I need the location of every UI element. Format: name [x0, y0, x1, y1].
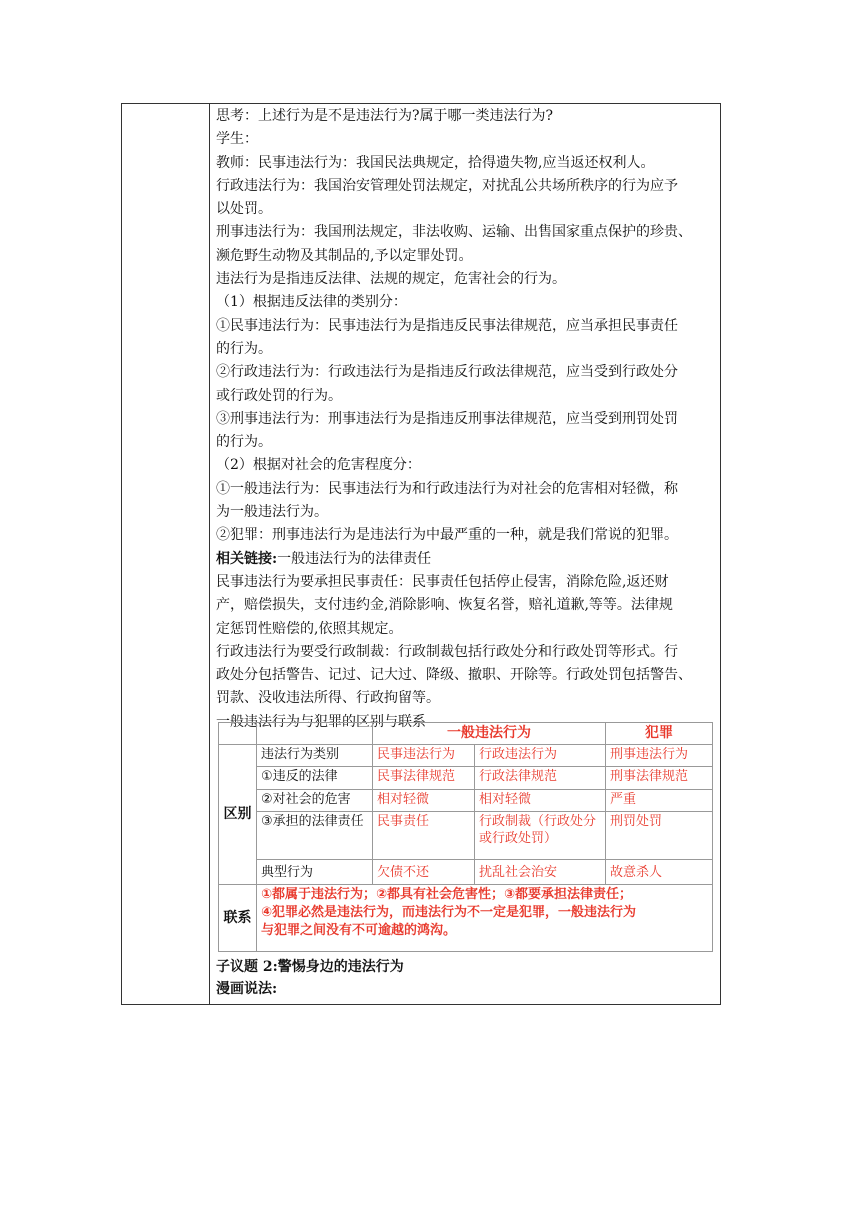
related-link-title: 一般违法行为的法律责任 — [277, 550, 432, 567]
paragraph: 或行政处罚的行为。 — [216, 387, 342, 404]
paragraph: 的行为。 — [216, 340, 272, 357]
cell-crime: 严重 — [606, 789, 713, 811]
cell-crime: 刑事法律规范 — [606, 767, 713, 789]
comparison-table — [218, 722, 713, 952]
table-row — [219, 811, 713, 859]
paragraph: ②犯罪：刑事违法行为是违法行为中最严重的一种，就是我们常说的犯罪。 — [216, 527, 678, 544]
paragraph: ①一般违法行为：民事违法行为和行政违法行为对社会的危害相对轻微，称 — [216, 480, 678, 497]
table-row — [219, 860, 713, 885]
row-label: ②对社会的危害 — [257, 789, 373, 811]
paragraph: 行政违法行为要受行政制裁：行政制裁包括行政处分和行政处罚等形式。行 — [216, 643, 678, 660]
cell-admin: 行政制裁（行政处分或行政处罚） — [475, 811, 606, 859]
paragraph: 濒危野生动物及其制品的,予以定罪处罚。 — [216, 247, 473, 264]
header-empty — [219, 723, 257, 745]
paragraph: 定惩罚性赔偿的,依照其规定。 — [216, 620, 403, 637]
paragraph: 行政违法行为：我国治安管理处罚法规定，对扰乱公共场所秩序的行为应予 — [216, 177, 678, 194]
header-general-violation: 一般违法行为 — [373, 723, 606, 745]
cell-civil: 欠债不还 — [373, 860, 475, 885]
link-text: ①都属于违法行为；②都具有社会危害性；③都要承担法律责任； ④犯罪必然是违法行为，而违法行为不一定是犯罪，一般违法行为 与犯罪之间没有不可逾越的鸿沟。 — [257, 885, 713, 952]
comic-label: 漫画说法: — [216, 981, 278, 997]
paragraph: 思考：上述行为是不是违法行为?属于哪一类违法行为? — [216, 108, 554, 124]
row-label: ③承担的法律责任 — [257, 811, 373, 859]
paragraph: ②行政违法行为：行政违法行为是指违反行政法律规范，应当受到行政处分 — [216, 364, 678, 381]
table-row — [219, 789, 713, 811]
table-row — [219, 767, 713, 789]
paragraph: 以处罚。 — [216, 201, 272, 218]
lesson-content — [216, 105, 716, 734]
row-label: 典型行为 — [257, 860, 373, 885]
paragraph: 政处分包括警告、记过、记大过、降级、撤职、开除等。行政处罚包括警告、 — [216, 667, 692, 684]
cell-crime: 故意杀人 — [606, 860, 713, 885]
paragraph: 民事违法行为要承担民事责任：民事责任包括停止侵害，消除危险,返还财 — [216, 573, 669, 590]
paragraph: （2）根据对社会的危害程度分： — [216, 457, 421, 474]
paragraph: ①民事违法行为：民事违法行为是指违反民事法律规范，应当承担民事责任 — [216, 317, 678, 334]
cell-crime: 刑罚处罚 — [606, 811, 713, 859]
cell-crime: 刑事违法行为 — [606, 745, 713, 767]
paragraph: 刑事违法行为：我国刑法规定，非法收购、运输、出售国家重点保护的珍贵、 — [216, 224, 692, 241]
table-row — [219, 745, 713, 767]
cell-civil: 民事法律规范 — [373, 767, 475, 789]
link-label: 联系 — [219, 885, 257, 952]
cell-civil: 民事违法行为 — [373, 745, 475, 767]
table-caption: 一般违法行为与犯罪的区别与联系 — [216, 713, 426, 730]
cell-admin: 行政法律规范 — [475, 767, 606, 789]
column-divider — [209, 104, 210, 1004]
paragraph: （1）根据违反法律的类别分： — [216, 294, 407, 311]
row-label: ①违反的法律 — [257, 767, 373, 789]
cell-admin: 扰乱社会治安 — [475, 860, 606, 885]
header-empty — [257, 723, 373, 745]
paragraph: 教师：民事违法行为：我国民法典规定，拾得遗失物,应当返还权利人。 — [216, 154, 655, 171]
header-crime: 犯罪 — [606, 723, 713, 745]
diff-label: 区别 — [219, 745, 257, 885]
cell-civil: 相对轻微 — [373, 789, 475, 811]
paragraph: 违法行为是指违反法律、法规的规定，危害社会的行为。 — [216, 271, 566, 288]
cell-civil: 民事责任 — [373, 811, 475, 859]
row-label: 违法行为类别 — [257, 745, 373, 767]
related-link-line — [216, 548, 716, 571]
cell-admin: 行政违法行为 — [475, 745, 606, 767]
table-header-row — [219, 723, 713, 745]
paragraph: 学生： — [216, 131, 258, 148]
tail-block — [216, 956, 404, 1000]
paragraph: ③刑事违法行为：刑事违法行为是指违反刑事法律规范，应当受到刑罚处罚 — [216, 410, 678, 427]
table-link-row — [219, 885, 713, 952]
paragraph: 罚款、没收违法所得、行政拘留等。 — [216, 690, 440, 707]
subtopic-title: 子议题 2:警惕身边的违法行为 — [216, 959, 404, 975]
paragraph: 产，赔偿损失，支付违约金,消除影响、恢复名誉，赔礼道歉,等等。法律规 — [216, 597, 673, 614]
paragraph: 的行为。 — [216, 434, 272, 451]
related-link-label: 相关链接: — [216, 550, 278, 567]
paragraph: 为一般违法行为。 — [216, 504, 328, 521]
cell-admin: 相对轻微 — [475, 789, 606, 811]
